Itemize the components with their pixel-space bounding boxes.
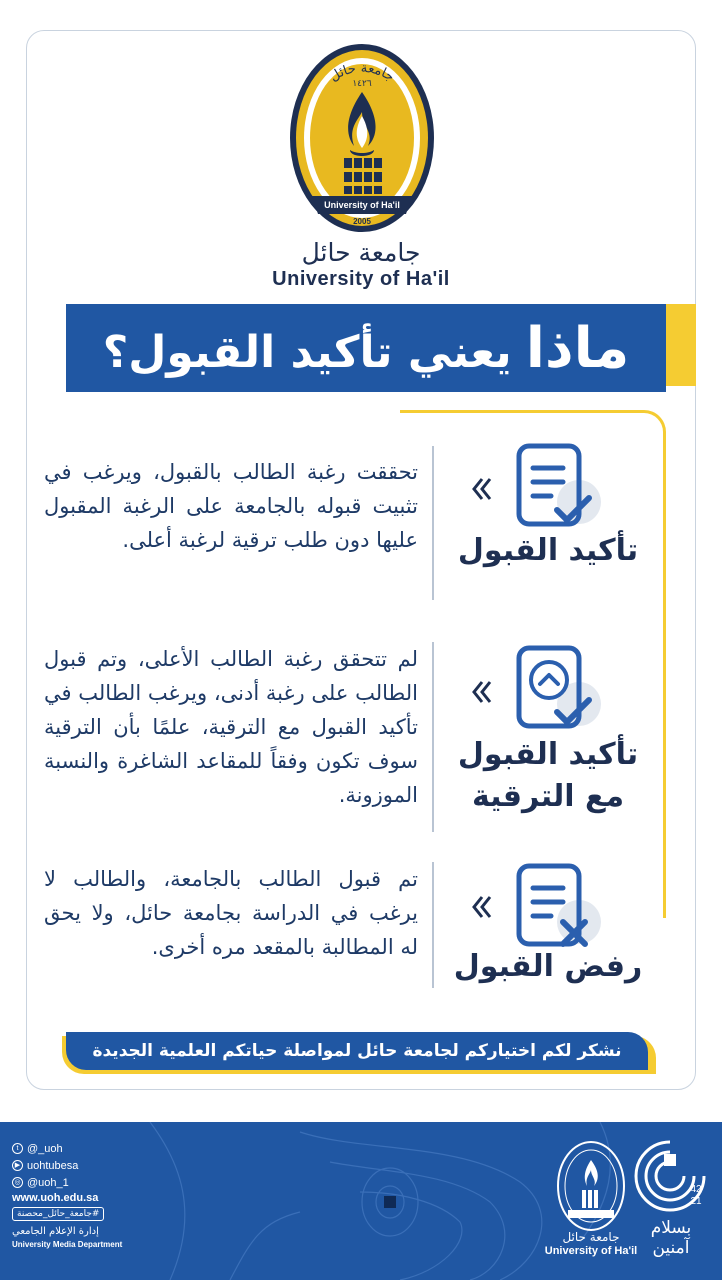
university-name-arabic: جامعة حائل [301,238,421,267]
chevron-left-icon [470,475,494,503]
university-logo [288,42,436,234]
section-description: تم قبول الطالب بالجامعة، والطالب لا يرغب في الدراسة بجامعة حائل، ولا يحق له المطالبة بالمقعد مره أخرى. [44,867,418,959]
section-label-line: رفض القبول [453,949,643,984]
logo-year: 2005 [353,217,371,226]
document-reject-icon [513,860,601,958]
campaign-text-1: بسلام [650,1218,692,1238]
logo-year-hijri: ١٤٢٦ [352,79,372,89]
divider [432,446,434,600]
divider [432,862,434,988]
social-instagram[interactable]: ◎ @uoh_1 [12,1174,78,1191]
social-list [12,1140,78,1191]
media-dept-english: University Media Department [12,1240,123,1249]
campaign-logo [630,1136,714,1216]
logo-ring-text: جامعة حائل [327,60,397,85]
social-youtube[interactable]: ▶ uohtubesa [12,1157,78,1174]
youtube-icon: ▶ [12,1160,23,1171]
university-name-english: University of Ha'il [272,268,450,290]
footer-university-english: University of Ha'il [544,1245,638,1257]
section-label-line: تأكيد القبول [457,533,639,568]
hashtag-badge: #جامعة_حائل_محصنة [12,1207,104,1221]
section-label-line: مع الترقية [471,779,625,814]
campaign-number-1: 42 [690,1184,702,1195]
thanks-bar: نشكر لكم اختياركم لجامعة حائل لمواصلة حياتكم العلمية الجديدة [66,1032,648,1070]
title-rest: يعني تأكيد القبول؟ [102,326,512,378]
footer-university-logo [556,1140,626,1232]
logo-ribbon-text: University of Ha'il [324,200,400,210]
section-description: لم تتحقق رغبة الطالب الأعلى، وتم قبول الطالب على رغبة أدنى، ويرغب الطالب في تأكيد القبول مع الترقية، علمًا بأن الترقية سوف تكون وفقاً للمقاعد الشاغرة والنسبة الموزونة. [44,647,418,807]
chevron-left-icon [470,678,494,706]
section-description: تحققت رغبة الطالب بالقبول، ويرغب في تثبيت قبوله بالجامعة على الرغبة المقبول عليها دون طلب ترقية لرغبة أعلى. [44,460,418,552]
document-check-icon [513,440,601,538]
website-link[interactable]: www.uoh.edu.sa [12,1192,99,1204]
chevron-left-icon [470,893,494,921]
document-upgrade-icon [513,642,601,740]
divider [432,642,434,832]
campaign-text-2: آمنين [652,1238,690,1258]
media-dept-arabic: إدارة الإعلام الجامعي [12,1226,99,1237]
title-banner [66,304,666,392]
title-word-emphasis: ماذا [525,315,630,381]
instagram-icon: ◎ [12,1177,23,1188]
footer-university-arabic: جامعة حائل [562,1230,620,1244]
section-label-confirm-upgrade [448,734,648,818]
campaign-number-2: 21 [690,1196,702,1207]
section-label-reject [448,946,648,988]
page-title [103,316,630,381]
social-twitter[interactable]: t @_uoh [12,1140,78,1157]
twitter-icon: t [12,1143,23,1154]
section-label-confirm [448,530,648,572]
section-label-line: تأكيد القبول [457,737,639,772]
